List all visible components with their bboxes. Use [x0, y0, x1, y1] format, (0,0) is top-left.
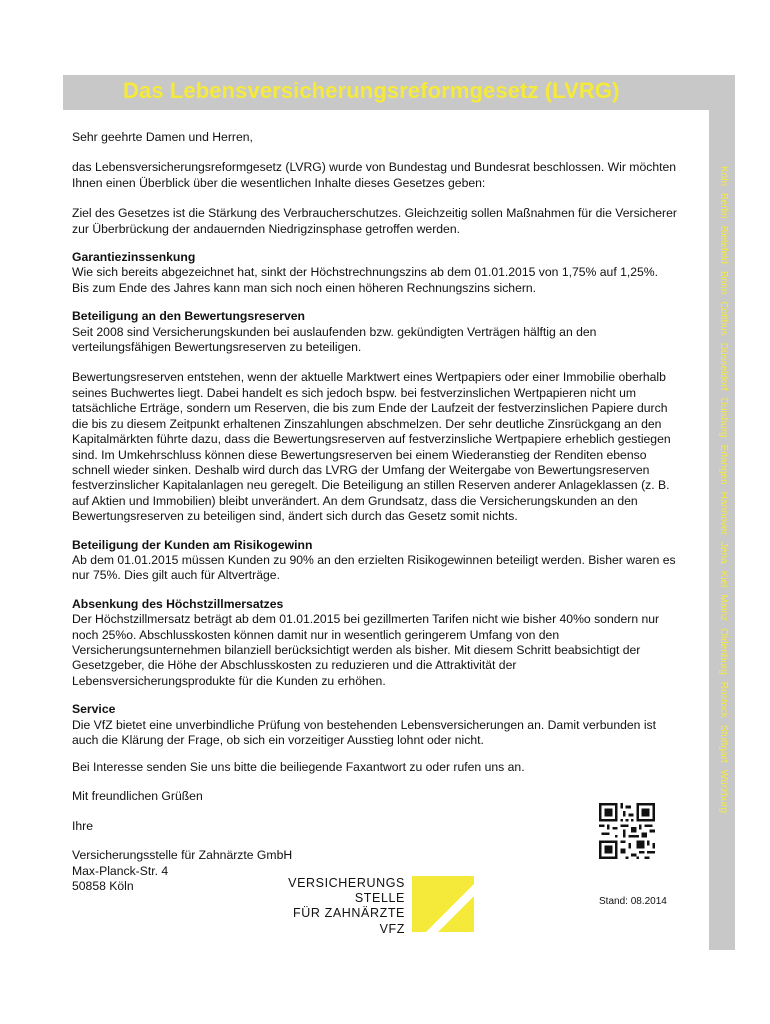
salutation: Sehr geehrte Damen und Herren,	[72, 130, 253, 144]
city-label: Jena	[718, 542, 729, 564]
vfz-logo-icon	[412, 876, 474, 932]
logo-line: VFZ	[379, 921, 405, 936]
city-label: Rostock	[718, 681, 729, 718]
letter-closing	[72, 760, 525, 894]
intro-paragraph: das Lebensversicherungsreformgesetz (LVRG) wurde von Bundestag und Bundesrat beschlossen. Wir möchten Ihnen einen Überblick über die wesentlichen Inhalte dieses Gesetzes geben:	[72, 160, 677, 190]
section-text: Der Höchstzillmersatz beträgt ab dem 01.01.2015 bei gezillmerten Tarifen nicht wie bisher 40%o sondern nur noch 25%o. Abschlusskosten können damit nur in wesentlich geringerem Umfang von den Versicherungsunternehmen bilanziell berücksichtigt werden als bisher. Mit diesem Schritt beabsichtigt der Gesetzgeber, die Höhe der Abschlusskosten zu reduzieren und die Attraktivität der Lebensversicherungsprodukte für die Kunden zu erhöhen.	[72, 612, 660, 688]
section-text: Seit 2008 sind Versicherungskunden bei auslaufenden bzw. gekündigten Verträgen hälftig an den verteilungsfähigen Bewertungsreserven zu beteiligen.	[72, 324, 597, 355]
company-street: Max-Planck-Str. 4	[72, 863, 169, 878]
goal-paragraph: Ziel des Gesetzes ist die Stärkung des Verbraucherschutzes. Gleichzeitig sollen Maßnahmen für die Versicherer zur Überbrückung der andauernden Niedrigzinsphase getroffen werden.	[72, 206, 677, 236]
regards: Mit freundlichen Grüßen	[72, 789, 203, 804]
logo-line: STELLE	[354, 891, 405, 906]
city-sidebar	[709, 75, 735, 950]
yours: Ihre	[72, 818, 94, 833]
page-title: Das Lebensversicherungsreformgesetz (LVRG)	[123, 78, 620, 103]
section-heading: Beteiligung an den Bewertungsreserven	[72, 309, 305, 324]
city-label: Bielefeld	[718, 225, 729, 264]
city-label: Cottbus	[718, 301, 729, 336]
section-text: Ab dem 01.01.2015 müssen Kunden zu 90% an den erzielten Risikogewinnen beteiligt werden. Bisher waren es nur 75%. Dies gilt auch für Altverträge.	[72, 552, 676, 583]
city-label: Berlin	[718, 193, 729, 219]
city-label: Hannover	[718, 491, 729, 536]
vfz-logo-text	[283, 876, 405, 937]
company-city: 50858 Köln	[72, 879, 134, 894]
city-label: Oldenburg	[718, 628, 729, 675]
title-bar	[63, 75, 709, 110]
city-label: Stuttgart	[718, 724, 729, 763]
section-heading: Beteiligung der Kunden am Risikogewinn	[72, 537, 313, 552]
interest-paragraph: Bei Interesse senden Sie uns bitte die beiliegende Faxantwort zu oder rufen uns an.	[72, 760, 525, 774]
section-text: Bewertungsreserven entstehen, wenn der aktuelle Marktwert eines Wertpapiers oder einer Immobilie oberhalb seines Buchwertes liegt. Dabei handelt es sich jedoch bspw. bei festverzinslichen Wertpapieren nicht um tatsächliche Erträge, sondern um Reserven, die bis zum Ende der Laufzeit der festverzinslichen Papiere durch die bis zu diesem Zeitpunkt erhaltenen Zinszahlungen abschmelzen. Der sehr deutliche Zinsrückgang an den Kapitalmärkten führte dazu, dass die Bewertungsreserven auf festverzinsliche Wertpapiere erheblich gestiegen sind. Im Umkehrschluss können diese Bewertungsreserven bei einem Wiederanstieg der Renditen ebenso schnell wieder sinken. Deshalb wird durch das LVRG der Umfang der Weitergabe von Bewertungsreserven festverzinslicher Kapitalanlagen neu geregelt. Die Beteiligung an stillen Reserven anderer Anlageklassen (z. B. auf Aktien und Immobilien) bleibt unverändert. An dem Grundsatz, dass die Versicherungskunden an den Bewertungsreserven zu beteiligen sind, ändert sich durch das Gesetz somit nichts.	[72, 370, 671, 524]
qr-code-icon	[599, 803, 655, 859]
company-name: Versicherungsstelle für Zahnärzte GmbH	[72, 848, 293, 863]
letter-body	[72, 130, 678, 748]
section-heading: Garantiezinssenkung	[72, 250, 196, 265]
city-label: Erlangen	[718, 444, 729, 485]
logo-line: VERSICHERUNGS	[288, 876, 405, 890]
logo-line: FÜR ZAHNÄRZTE	[293, 906, 405, 921]
section-heading: Absenkung des Höchstzillmersatzes	[72, 596, 284, 611]
stand-date: Stand: 08.2014	[599, 896, 667, 907]
city-label: Mainz	[718, 594, 729, 622]
section-text: Wie sich bereits abgezeichnet hat, sinkt der Höchstrechnungszins ab dem 01.01.2015 von 1,75% auf 1,25%. Bis zum Ende des Jahres kann man sich noch einen höheren Rechnungszins sichern.	[72, 265, 659, 295]
city-label: Duisburg	[718, 397, 729, 438]
section-text: Die VfZ bietet eine unverbindliche Prüfung von bestehenden Lebensversicherungen an. Damit verbunden ist auch die Klärung der Frage, ob sich ein vorzeitiger Ausstieg lohnt oder nicht.	[72, 717, 657, 747]
city-label: Düsseldorf	[718, 342, 729, 391]
city-label: Würzburg	[718, 769, 729, 814]
section-heading: Service	[72, 702, 116, 717]
city-label: Kiel	[718, 570, 729, 588]
city-label: Köln	[718, 166, 729, 187]
city-label: Bonn	[718, 270, 729, 295]
